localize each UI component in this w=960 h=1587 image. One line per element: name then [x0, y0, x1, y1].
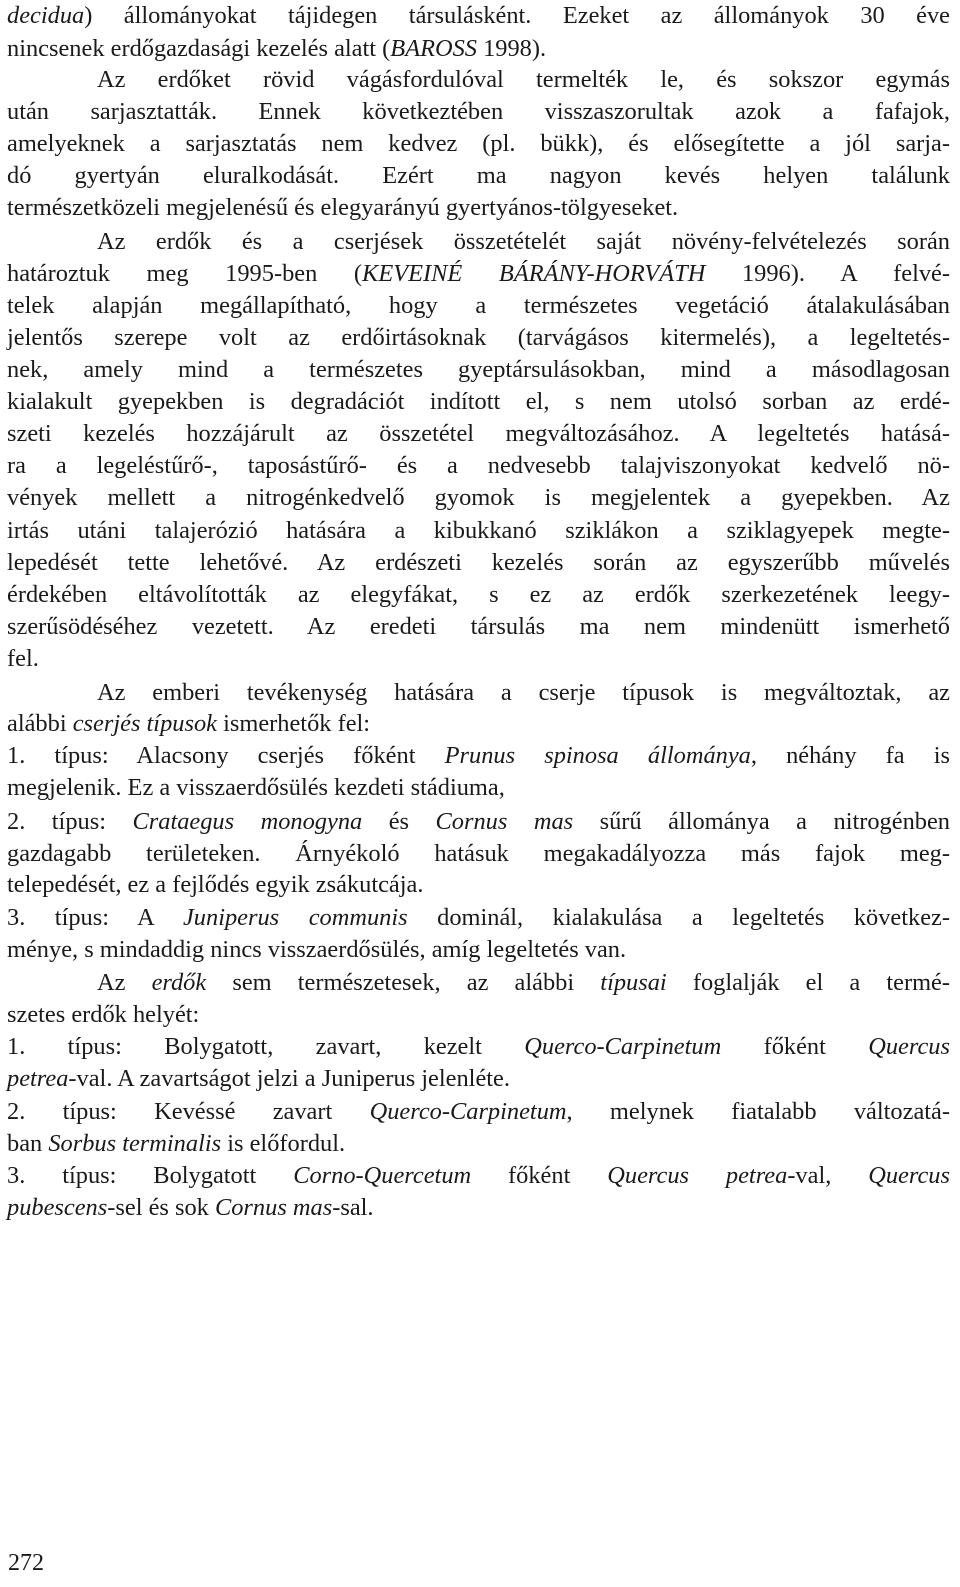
text-line [7, 386, 950, 417]
text-run: alábbi [7, 710, 73, 737]
text-run: irtás utáni talajerózió hatására a kibukkanó sziklákon a sziklagyepek megte- [7, 517, 950, 544]
text-run: vények mellett a nitrogénkedvelő gyomok is megjelentek a gyepekben. Az [7, 484, 950, 511]
text-line [7, 643, 950, 674]
italic-text: erdők [151, 969, 207, 996]
text-line [7, 192, 950, 223]
text-line [7, 1160, 950, 1191]
text-run: után sarjasztatták. Ennek következtében visszaszorultak azok a fafajok, [7, 98, 950, 125]
text-run: ménye, s mindaddig nincs visszaerdősülés, amíg legeltetés van. [7, 936, 627, 963]
text-run: telek alapján megállapítható, hogy a természetes vegetáció átalakulásában [7, 292, 950, 319]
italic-text: Crataegus monogyna [132, 808, 363, 835]
text-line [7, 33, 950, 64]
text-run: -val, [787, 1162, 869, 1189]
text-line [97, 226, 950, 257]
page-number: 272 [8, 1550, 44, 1576]
text-run: 1998). [477, 35, 547, 62]
italic-text: Juniperus communis [182, 904, 408, 931]
text-line [7, 999, 950, 1030]
text-run: Az erdők és a cserjések összetételét saját növény-felvételezés során [97, 228, 950, 255]
text-run: -val. A zavartságot jelzi a Juniperus jelenléte. [68, 1065, 510, 1092]
italic-text: petrea [7, 1065, 69, 1092]
text-line [97, 967, 950, 998]
text-run: határoztuk meg 1995-ben ( [7, 260, 363, 287]
text-line [7, 806, 950, 837]
text-line [7, 740, 950, 771]
text-run: és [362, 808, 436, 835]
text-line [7, 869, 950, 900]
text-run: is előfordul. [221, 1130, 346, 1157]
italic-text: Sorbus terminalis [48, 1130, 222, 1157]
text-run: 1996). A felvé- [705, 260, 950, 287]
text-line [7, 1063, 950, 1094]
text-run: szetes erdők helyét: [7, 1001, 200, 1028]
text-line [7, 902, 950, 933]
text-run: 2. típus: Kevéssé zavart [7, 1098, 370, 1125]
text-line [7, 547, 950, 578]
italic-text: Cornus mas [214, 1194, 333, 1221]
text-run: kialakult gyepekben is degradációt indított el, s nem utolsó sorban az erdé- [7, 388, 950, 415]
text-line [7, 1096, 950, 1127]
text-line [7, 160, 950, 191]
text-line [7, 708, 950, 739]
text-run: ismerhetők fel: [217, 710, 371, 737]
text-run: ban [7, 1130, 49, 1157]
text-line [7, 934, 950, 965]
text-run: fel. [7, 645, 39, 672]
text-line [7, 0, 950, 31]
text-run: természetközeli megjelenésű és elegyarányú gyertyános-tölgyeseket. [7, 194, 679, 221]
text-line [7, 579, 950, 610]
italic-text: Cornus mas [435, 808, 574, 835]
text-run: sűrű állománya a nitrogénben [573, 808, 950, 835]
text-run: dominál, kialakulása a legeltetés következ- [407, 904, 951, 931]
italic-text: Quercus petrea [607, 1162, 788, 1189]
text-line [7, 772, 950, 803]
text-run: jelentős szerepe volt az erdőirtásoknak (tarvágásos kitermelés), a legeltetés- [7, 324, 950, 351]
text-run: 3. típus: Bolygatott [7, 1162, 294, 1189]
text-run: érdekében eltávolították az elegyfákat, s ez az erdők szerkezetének leegy- [7, 581, 950, 608]
text-line [7, 96, 950, 127]
text-line [7, 1031, 950, 1062]
text-run: sem természetesek, az alábbi [206, 969, 601, 996]
text-line [7, 128, 950, 159]
text-run: 3. típus: A [7, 904, 183, 931]
text-line [7, 258, 950, 289]
text-line [7, 1128, 950, 1159]
text-run: foglalják el a termé- [666, 969, 951, 996]
text-run: Az [97, 969, 152, 996]
text-run: telepedését, ez a fejlődés egyik zsákutcája. [7, 871, 424, 898]
italic-text: KEVEINÉ BÁRÁNY-HORVÁTH [362, 260, 706, 287]
text-line [97, 677, 950, 708]
italic-text: Querco-Carpinetum [369, 1098, 567, 1125]
italic-text: Querco-Carpinetum [524, 1033, 722, 1060]
text-run: 1. típus: Bolygatott, zavart, kezelt [7, 1033, 525, 1060]
text-run: , melynek fiatalabb változatá- [566, 1098, 950, 1125]
text-line [7, 354, 950, 385]
text-line [7, 418, 950, 449]
text-run: főként [471, 1162, 608, 1189]
text-run: -sel és sok [107, 1194, 215, 1221]
text-run: főként [721, 1033, 869, 1060]
text-run: lepedését tette lehetővé. Az erdészeti kezelés során az egyszerűbb művelés [7, 549, 950, 576]
text-line [7, 322, 950, 353]
italic-text: típusai [600, 969, 667, 996]
text-run: szeti kezelés hozzájárult az összetétel megváltozásához. A legeltetés hatásá- [7, 420, 950, 447]
text-run: Az erdőket rövid vágásfordulóval termelték le, és sokszor egymás [97, 66, 950, 93]
text-run: Az emberi tevékenység hatására a cserje típusok is megváltoztak, az [97, 679, 950, 706]
text-run: 2. típus: [7, 808, 133, 835]
italic-text: Quercus [868, 1162, 950, 1189]
text-line [7, 611, 950, 642]
text-line [7, 515, 950, 546]
italic-text: cserjés típusok [72, 710, 217, 737]
text-run: , néhány fa is [750, 742, 950, 769]
text-line [7, 450, 950, 481]
text-run: gazdagabb területeken. Árnyékoló hatásuk megakadályozza más fajok meg- [7, 840, 950, 867]
text-line [7, 482, 950, 513]
text-run: dó gyertyán eluralkodását. Ezért ma nagyon kevés helyen találunk [7, 162, 950, 189]
italic-text: decidua [7, 2, 85, 29]
italic-text: Quercus [868, 1033, 950, 1060]
italic-text: Corno-Quercetum [293, 1162, 472, 1189]
text-run: amelyeknek a sarjasztatás nem kedvez (pl. bükk), és elősegítette a jól sarja- [7, 130, 950, 157]
text-run: szerűsödéséhez vezetett. Az eredeti társulás ma nem mindenütt ismerhető [7, 613, 950, 640]
text-line [7, 290, 950, 321]
text-run: 1. típus: Alacsony cserjés főként [7, 742, 445, 769]
text-run: -sal. [332, 1194, 374, 1221]
italic-text: BAROSS [390, 35, 477, 62]
text-run: nincsenek erdőgazdasági kezelés alatt ( [7, 35, 391, 62]
text-run: nek, amely mind a természetes gyeptársulásokban, mind a másodlagosan [7, 356, 950, 383]
text-line [7, 1192, 950, 1223]
italic-text: pubescens [7, 1194, 108, 1221]
text-line [97, 64, 950, 95]
text-run: megjelenik. Ez a visszaerdősülés kezdeti stádiuma, [7, 774, 505, 801]
text-run: ) állományokat tájidegen társulásként. Ezeket az állományok 30 éve [84, 2, 950, 29]
italic-text: Prunus spinosa állománya [444, 742, 751, 769]
text-line [7, 838, 950, 869]
text-run: ra a legeléstűrő-, taposástűrő- és a nedvesebb talajviszonyokat kedvelő nö- [7, 452, 950, 479]
